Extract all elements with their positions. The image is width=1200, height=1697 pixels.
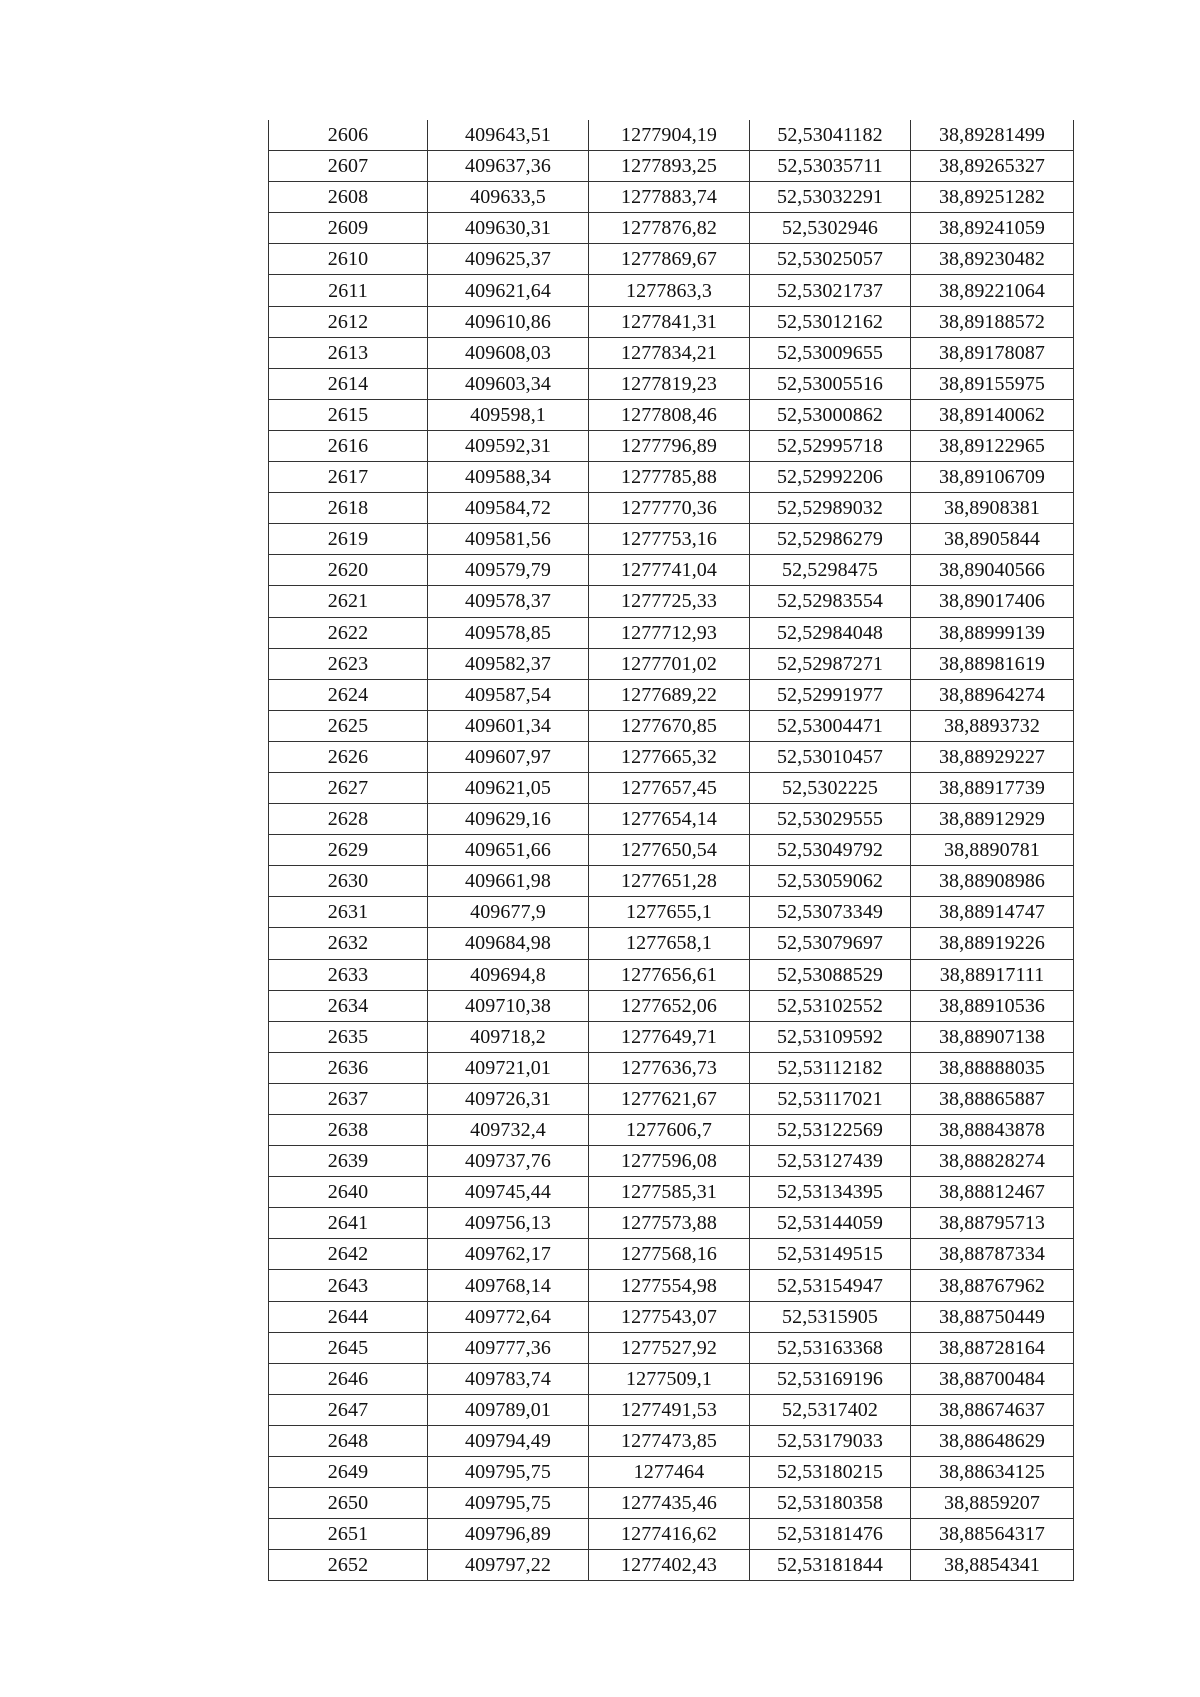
x-coordinate-cell: 409796,89 xyxy=(428,1519,589,1550)
latitude-cell: 52,52995718 xyxy=(750,430,911,461)
table-row xyxy=(269,741,1074,772)
y-coordinate-cell: 1277670,85 xyxy=(589,710,750,741)
table-row xyxy=(269,1519,1074,1550)
point-number-cell: 2621 xyxy=(269,586,428,617)
table-row xyxy=(269,866,1074,897)
y-coordinate-cell: 1277770,36 xyxy=(589,493,750,524)
latitude-cell: 52,52986279 xyxy=(750,524,911,555)
y-coordinate-cell: 1277657,45 xyxy=(589,772,750,803)
longitude-cell: 38,88888035 xyxy=(911,1052,1074,1083)
longitude-cell: 38,88750449 xyxy=(911,1301,1074,1332)
x-coordinate-cell: 409661,98 xyxy=(428,866,589,897)
point-number-cell: 2628 xyxy=(269,804,428,835)
table-row xyxy=(269,1301,1074,1332)
longitude-cell: 38,8859207 xyxy=(911,1488,1074,1519)
table-row xyxy=(269,244,1074,275)
longitude-cell: 38,88828274 xyxy=(911,1146,1074,1177)
latitude-cell: 52,53163368 xyxy=(750,1332,911,1363)
point-number-cell: 2626 xyxy=(269,741,428,772)
longitude-cell: 38,88908986 xyxy=(911,866,1074,897)
y-coordinate-cell: 1277527,92 xyxy=(589,1332,750,1363)
longitude-cell: 38,88912929 xyxy=(911,804,1074,835)
longitude-cell: 38,89106709 xyxy=(911,462,1074,493)
y-coordinate-cell: 1277841,31 xyxy=(589,306,750,337)
longitude-cell: 38,89281499 xyxy=(911,120,1074,151)
point-number-cell: 2641 xyxy=(269,1208,428,1239)
point-number-cell: 2631 xyxy=(269,897,428,928)
point-number-cell: 2651 xyxy=(269,1519,428,1550)
x-coordinate-cell: 409621,05 xyxy=(428,772,589,803)
x-coordinate-cell: 409797,22 xyxy=(428,1550,589,1581)
longitude-cell: 38,88865887 xyxy=(911,1083,1074,1114)
table-row xyxy=(269,1425,1074,1456)
y-coordinate-cell: 1277904,19 xyxy=(589,120,750,151)
latitude-cell: 52,53122569 xyxy=(750,1115,911,1146)
y-coordinate-cell: 1277509,1 xyxy=(589,1363,750,1394)
table-row xyxy=(269,897,1074,928)
y-coordinate-cell: 1277554,98 xyxy=(589,1270,750,1301)
longitude-cell: 38,8893732 xyxy=(911,710,1074,741)
point-number-cell: 2606 xyxy=(269,120,428,151)
point-number-cell: 2629 xyxy=(269,835,428,866)
y-coordinate-cell: 1277863,3 xyxy=(589,275,750,306)
point-number-cell: 2607 xyxy=(269,151,428,182)
coordinates-table-body xyxy=(269,120,1074,1581)
y-coordinate-cell: 1277785,88 xyxy=(589,462,750,493)
table-row xyxy=(269,835,1074,866)
latitude-cell: 52,5317402 xyxy=(750,1394,911,1425)
latitude-cell: 52,53010457 xyxy=(750,741,911,772)
y-coordinate-cell: 1277725,33 xyxy=(589,586,750,617)
y-coordinate-cell: 1277649,71 xyxy=(589,1021,750,1052)
latitude-cell: 52,53005516 xyxy=(750,368,911,399)
longitude-cell: 38,88634125 xyxy=(911,1457,1074,1488)
x-coordinate-cell: 409578,37 xyxy=(428,586,589,617)
y-coordinate-cell: 1277568,16 xyxy=(589,1239,750,1270)
table-row xyxy=(269,1270,1074,1301)
point-number-cell: 2619 xyxy=(269,524,428,555)
latitude-cell: 52,53112182 xyxy=(750,1052,911,1083)
longitude-cell: 38,88929227 xyxy=(911,741,1074,772)
y-coordinate-cell: 1277712,93 xyxy=(589,617,750,648)
point-number-cell: 2610 xyxy=(269,244,428,275)
y-coordinate-cell: 1277473,85 xyxy=(589,1425,750,1456)
point-number-cell: 2609 xyxy=(269,213,428,244)
longitude-cell: 38,88999139 xyxy=(911,617,1074,648)
table-row xyxy=(269,959,1074,990)
longitude-cell: 38,88812467 xyxy=(911,1177,1074,1208)
latitude-cell: 52,52991977 xyxy=(750,679,911,710)
table-row xyxy=(269,710,1074,741)
latitude-cell: 52,53169196 xyxy=(750,1363,911,1394)
point-number-cell: 2624 xyxy=(269,679,428,710)
point-number-cell: 2648 xyxy=(269,1425,428,1456)
x-coordinate-cell: 409768,14 xyxy=(428,1270,589,1301)
y-coordinate-cell: 1277573,88 xyxy=(589,1208,750,1239)
x-coordinate-cell: 409603,34 xyxy=(428,368,589,399)
longitude-cell: 38,89241059 xyxy=(911,213,1074,244)
latitude-cell: 52,53180358 xyxy=(750,1488,911,1519)
table-row xyxy=(269,679,1074,710)
point-number-cell: 2647 xyxy=(269,1394,428,1425)
y-coordinate-cell: 1277636,73 xyxy=(589,1052,750,1083)
y-coordinate-cell: 1277656,61 xyxy=(589,959,750,990)
table-row xyxy=(269,524,1074,555)
x-coordinate-cell: 409592,31 xyxy=(428,430,589,461)
x-coordinate-cell: 409581,56 xyxy=(428,524,589,555)
point-number-cell: 2614 xyxy=(269,368,428,399)
table-row xyxy=(269,275,1074,306)
longitude-cell: 38,88795713 xyxy=(911,1208,1074,1239)
longitude-cell: 38,89140062 xyxy=(911,399,1074,430)
x-coordinate-cell: 409721,01 xyxy=(428,1052,589,1083)
x-coordinate-cell: 409726,31 xyxy=(428,1083,589,1114)
point-number-cell: 2618 xyxy=(269,493,428,524)
table-row xyxy=(269,648,1074,679)
table-row xyxy=(269,555,1074,586)
x-coordinate-cell: 409710,38 xyxy=(428,990,589,1021)
x-coordinate-cell: 409756,13 xyxy=(428,1208,589,1239)
table-row xyxy=(269,1488,1074,1519)
table-row xyxy=(269,1146,1074,1177)
y-coordinate-cell: 1277585,31 xyxy=(589,1177,750,1208)
longitude-cell: 38,88919226 xyxy=(911,928,1074,959)
x-coordinate-cell: 409789,01 xyxy=(428,1394,589,1425)
latitude-cell: 52,52992206 xyxy=(750,462,911,493)
latitude-cell: 52,53102552 xyxy=(750,990,911,1021)
x-coordinate-cell: 409772,64 xyxy=(428,1301,589,1332)
point-number-cell: 2645 xyxy=(269,1332,428,1363)
coordinates-table xyxy=(268,120,1074,1581)
point-number-cell: 2622 xyxy=(269,617,428,648)
table-row xyxy=(269,493,1074,524)
x-coordinate-cell: 409684,98 xyxy=(428,928,589,959)
latitude-cell: 52,53154947 xyxy=(750,1270,911,1301)
longitude-cell: 38,88964274 xyxy=(911,679,1074,710)
longitude-cell: 38,88917739 xyxy=(911,772,1074,803)
point-number-cell: 2650 xyxy=(269,1488,428,1519)
y-coordinate-cell: 1277883,74 xyxy=(589,182,750,213)
x-coordinate-cell: 409598,1 xyxy=(428,399,589,430)
table-row xyxy=(269,337,1074,368)
longitude-cell: 38,88674637 xyxy=(911,1394,1074,1425)
point-number-cell: 2649 xyxy=(269,1457,428,1488)
point-number-cell: 2611 xyxy=(269,275,428,306)
y-coordinate-cell: 1277650,54 xyxy=(589,835,750,866)
x-coordinate-cell: 409629,16 xyxy=(428,804,589,835)
y-coordinate-cell: 1277893,25 xyxy=(589,151,750,182)
longitude-cell: 38,88843878 xyxy=(911,1115,1074,1146)
point-number-cell: 2635 xyxy=(269,1021,428,1052)
x-coordinate-cell: 409608,03 xyxy=(428,337,589,368)
longitude-cell: 38,89221064 xyxy=(911,275,1074,306)
latitude-cell: 52,53109592 xyxy=(750,1021,911,1052)
latitude-cell: 52,53035711 xyxy=(750,151,911,182)
x-coordinate-cell: 409732,4 xyxy=(428,1115,589,1146)
table-row xyxy=(269,306,1074,337)
latitude-cell: 52,52983554 xyxy=(750,586,911,617)
point-number-cell: 2634 xyxy=(269,990,428,1021)
latitude-cell: 52,53180215 xyxy=(750,1457,911,1488)
longitude-cell: 38,88907138 xyxy=(911,1021,1074,1052)
longitude-cell: 38,88917111 xyxy=(911,959,1074,990)
longitude-cell: 38,88910536 xyxy=(911,990,1074,1021)
x-coordinate-cell: 409651,66 xyxy=(428,835,589,866)
point-number-cell: 2639 xyxy=(269,1146,428,1177)
y-coordinate-cell: 1277876,82 xyxy=(589,213,750,244)
longitude-cell: 38,89040566 xyxy=(911,555,1074,586)
y-coordinate-cell: 1277808,46 xyxy=(589,399,750,430)
x-coordinate-cell: 409637,36 xyxy=(428,151,589,182)
y-coordinate-cell: 1277658,1 xyxy=(589,928,750,959)
longitude-cell: 38,88700484 xyxy=(911,1363,1074,1394)
latitude-cell: 52,53181476 xyxy=(750,1519,911,1550)
latitude-cell: 52,53179033 xyxy=(750,1425,911,1456)
longitude-cell: 38,89178087 xyxy=(911,337,1074,368)
y-coordinate-cell: 1277834,21 xyxy=(589,337,750,368)
x-coordinate-cell: 409745,44 xyxy=(428,1177,589,1208)
latitude-cell: 52,5302225 xyxy=(750,772,911,803)
table-row xyxy=(269,1550,1074,1581)
longitude-cell: 38,8908381 xyxy=(911,493,1074,524)
table-row xyxy=(269,1363,1074,1394)
latitude-cell: 52,53012162 xyxy=(750,306,911,337)
table-row xyxy=(269,120,1074,151)
table-row xyxy=(269,804,1074,835)
y-coordinate-cell: 1277654,14 xyxy=(589,804,750,835)
x-coordinate-cell: 409582,37 xyxy=(428,648,589,679)
y-coordinate-cell: 1277655,1 xyxy=(589,897,750,928)
latitude-cell: 52,53032291 xyxy=(750,182,911,213)
x-coordinate-cell: 409633,5 xyxy=(428,182,589,213)
x-coordinate-cell: 409737,76 xyxy=(428,1146,589,1177)
x-coordinate-cell: 409795,75 xyxy=(428,1488,589,1519)
longitude-cell: 38,88787334 xyxy=(911,1239,1074,1270)
table-row xyxy=(269,1332,1074,1363)
x-coordinate-cell: 409783,74 xyxy=(428,1363,589,1394)
latitude-cell: 52,52984048 xyxy=(750,617,911,648)
table-row xyxy=(269,151,1074,182)
y-coordinate-cell: 1277491,53 xyxy=(589,1394,750,1425)
latitude-cell: 52,53073349 xyxy=(750,897,911,928)
table-row xyxy=(269,462,1074,493)
longitude-cell: 38,88914747 xyxy=(911,897,1074,928)
point-number-cell: 2638 xyxy=(269,1115,428,1146)
y-coordinate-cell: 1277796,89 xyxy=(589,430,750,461)
x-coordinate-cell: 409607,97 xyxy=(428,741,589,772)
table-row xyxy=(269,213,1074,244)
y-coordinate-cell: 1277689,22 xyxy=(589,679,750,710)
x-coordinate-cell: 409694,8 xyxy=(428,959,589,990)
point-number-cell: 2616 xyxy=(269,430,428,461)
latitude-cell: 52,53181844 xyxy=(750,1550,911,1581)
x-coordinate-cell: 409601,34 xyxy=(428,710,589,741)
longitude-cell: 38,88728164 xyxy=(911,1332,1074,1363)
table-row xyxy=(269,430,1074,461)
latitude-cell: 52,53009655 xyxy=(750,337,911,368)
y-coordinate-cell: 1277606,7 xyxy=(589,1115,750,1146)
longitude-cell: 38,88981619 xyxy=(911,648,1074,679)
x-coordinate-cell: 409584,72 xyxy=(428,493,589,524)
point-number-cell: 2644 xyxy=(269,1301,428,1332)
point-number-cell: 2608 xyxy=(269,182,428,213)
longitude-cell: 38,89251282 xyxy=(911,182,1074,213)
table-row xyxy=(269,1208,1074,1239)
y-coordinate-cell: 1277701,02 xyxy=(589,648,750,679)
table-row xyxy=(269,1177,1074,1208)
point-number-cell: 2643 xyxy=(269,1270,428,1301)
longitude-cell: 38,89122965 xyxy=(911,430,1074,461)
latitude-cell: 52,53127439 xyxy=(750,1146,911,1177)
longitude-cell: 38,8854341 xyxy=(911,1550,1074,1581)
table-row xyxy=(269,399,1074,430)
longitude-cell: 38,89188572 xyxy=(911,306,1074,337)
y-coordinate-cell: 1277651,28 xyxy=(589,866,750,897)
x-coordinate-cell: 409643,51 xyxy=(428,120,589,151)
table-row xyxy=(269,1021,1074,1052)
longitude-cell: 38,89017406 xyxy=(911,586,1074,617)
y-coordinate-cell: 1277416,62 xyxy=(589,1519,750,1550)
latitude-cell: 52,53004471 xyxy=(750,710,911,741)
x-coordinate-cell: 409777,36 xyxy=(428,1332,589,1363)
y-coordinate-cell: 1277464 xyxy=(589,1457,750,1488)
latitude-cell: 52,53149515 xyxy=(750,1239,911,1270)
y-coordinate-cell: 1277741,04 xyxy=(589,555,750,586)
table-row xyxy=(269,368,1074,399)
point-number-cell: 2625 xyxy=(269,710,428,741)
x-coordinate-cell: 409579,79 xyxy=(428,555,589,586)
table-row xyxy=(269,1239,1074,1270)
table-row xyxy=(269,1394,1074,1425)
x-coordinate-cell: 409578,85 xyxy=(428,617,589,648)
point-number-cell: 2613 xyxy=(269,337,428,368)
table-row xyxy=(269,928,1074,959)
x-coordinate-cell: 409630,31 xyxy=(428,213,589,244)
y-coordinate-cell: 1277621,67 xyxy=(589,1083,750,1114)
x-coordinate-cell: 409794,49 xyxy=(428,1425,589,1456)
latitude-cell: 52,5315905 xyxy=(750,1301,911,1332)
point-number-cell: 2627 xyxy=(269,772,428,803)
x-coordinate-cell: 409625,37 xyxy=(428,244,589,275)
latitude-cell: 52,53029555 xyxy=(750,804,911,835)
longitude-cell: 38,88564317 xyxy=(911,1519,1074,1550)
x-coordinate-cell: 409677,9 xyxy=(428,897,589,928)
latitude-cell: 52,53079697 xyxy=(750,928,911,959)
point-number-cell: 2615 xyxy=(269,399,428,430)
y-coordinate-cell: 1277543,07 xyxy=(589,1301,750,1332)
point-number-cell: 2620 xyxy=(269,555,428,586)
longitude-cell: 38,88767962 xyxy=(911,1270,1074,1301)
point-number-cell: 2637 xyxy=(269,1083,428,1114)
longitude-cell: 38,8890781 xyxy=(911,835,1074,866)
latitude-cell: 52,53041182 xyxy=(750,120,911,151)
y-coordinate-cell: 1277652,06 xyxy=(589,990,750,1021)
latitude-cell: 52,52987271 xyxy=(750,648,911,679)
y-coordinate-cell: 1277819,23 xyxy=(589,368,750,399)
latitude-cell: 52,5298475 xyxy=(750,555,911,586)
latitude-cell: 52,52989032 xyxy=(750,493,911,524)
y-coordinate-cell: 1277869,67 xyxy=(589,244,750,275)
x-coordinate-cell: 409718,2 xyxy=(428,1021,589,1052)
latitude-cell: 52,53000862 xyxy=(750,399,911,430)
table-row xyxy=(269,1115,1074,1146)
point-number-cell: 2630 xyxy=(269,866,428,897)
table-row xyxy=(269,772,1074,803)
table-row xyxy=(269,990,1074,1021)
x-coordinate-cell: 409588,34 xyxy=(428,462,589,493)
table-row xyxy=(269,1457,1074,1488)
latitude-cell: 52,53049792 xyxy=(750,835,911,866)
x-coordinate-cell: 409587,54 xyxy=(428,679,589,710)
point-number-cell: 2617 xyxy=(269,462,428,493)
point-number-cell: 2642 xyxy=(269,1239,428,1270)
point-number-cell: 2612 xyxy=(269,306,428,337)
latitude-cell: 52,53144059 xyxy=(750,1208,911,1239)
x-coordinate-cell: 409762,17 xyxy=(428,1239,589,1270)
y-coordinate-cell: 1277665,32 xyxy=(589,741,750,772)
latitude-cell: 52,5302946 xyxy=(750,213,911,244)
point-number-cell: 2636 xyxy=(269,1052,428,1083)
x-coordinate-cell: 409621,64 xyxy=(428,275,589,306)
longitude-cell: 38,88648629 xyxy=(911,1425,1074,1456)
y-coordinate-cell: 1277753,16 xyxy=(589,524,750,555)
longitude-cell: 38,8905844 xyxy=(911,524,1074,555)
latitude-cell: 52,53134395 xyxy=(750,1177,911,1208)
table-row xyxy=(269,617,1074,648)
point-number-cell: 2633 xyxy=(269,959,428,990)
table-row xyxy=(269,182,1074,213)
point-number-cell: 2652 xyxy=(269,1550,428,1581)
longitude-cell: 38,89230482 xyxy=(911,244,1074,275)
latitude-cell: 52,53088529 xyxy=(750,959,911,990)
point-number-cell: 2640 xyxy=(269,1177,428,1208)
table-row xyxy=(269,1083,1074,1114)
y-coordinate-cell: 1277435,46 xyxy=(589,1488,750,1519)
latitude-cell: 52,53059062 xyxy=(750,866,911,897)
table-row xyxy=(269,586,1074,617)
longitude-cell: 38,89155975 xyxy=(911,368,1074,399)
point-number-cell: 2623 xyxy=(269,648,428,679)
y-coordinate-cell: 1277402,43 xyxy=(589,1550,750,1581)
point-number-cell: 2632 xyxy=(269,928,428,959)
x-coordinate-cell: 409610,86 xyxy=(428,306,589,337)
latitude-cell: 52,53021737 xyxy=(750,275,911,306)
point-number-cell: 2646 xyxy=(269,1363,428,1394)
y-coordinate-cell: 1277596,08 xyxy=(589,1146,750,1177)
latitude-cell: 52,53117021 xyxy=(750,1083,911,1114)
longitude-cell: 38,89265327 xyxy=(911,151,1074,182)
latitude-cell: 52,53025057 xyxy=(750,244,911,275)
x-coordinate-cell: 409795,75 xyxy=(428,1457,589,1488)
table-row xyxy=(269,1052,1074,1083)
